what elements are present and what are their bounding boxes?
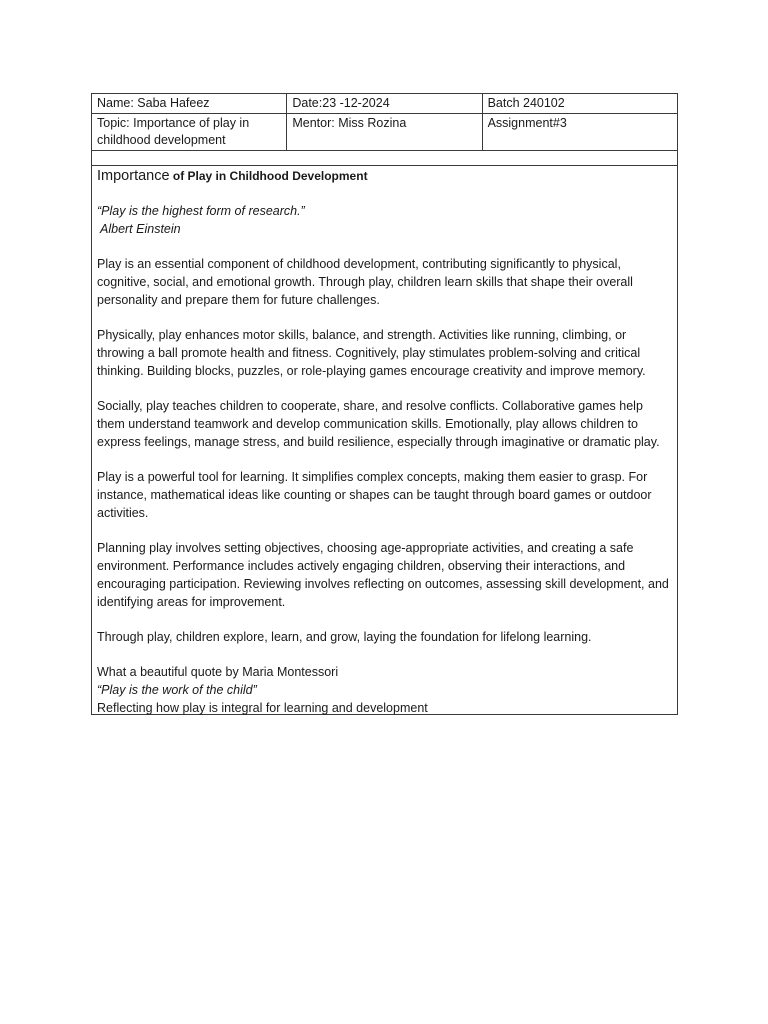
essay-body <box>91 164 678 715</box>
paragraph-learning-tool: Play is a powerful tool for learning. It simplifies complex concepts, making them easier to grasp. For instance, mathematical ideas like counting or shapes can be taught through board games or outdoor activities. <box>97 470 652 520</box>
closing-intro: What a beautiful quote by Maria Montessori <box>97 665 339 679</box>
header-table <box>91 93 678 166</box>
assignment-cell: Assignment#3 <box>482 114 677 151</box>
paragraph-conclusion: Through play, children explore, learn, and grow, laying the foundation for lifelong learning. <box>97 630 592 644</box>
topic-cell: Topic: Importance of play in childhood development <box>92 114 287 151</box>
paragraph-intro: Play is an essential component of childhood development, contributing significantly to physical, cognitive, social, and emotional growth. Through play, children learn skills that shape their overall personality and prepare them for future challenges. <box>97 257 633 307</box>
header-row-1 <box>92 94 678 114</box>
montessori-quote: “Play is the work of the child” <box>97 683 257 697</box>
einstein-quote: “Play is the highest form of research.” <box>97 204 305 218</box>
paragraph-planning: Planning play involves setting objectives, choosing age-appropriate activities, and creating a safe environment. Performance includes actively engaging children, observing their interactions, and encouraging participation. Reviewing involves reflecting on outcomes, assessing skill development, and identifying areas for improvement. <box>97 541 669 609</box>
paragraph-physical-cognitive: Physically, play enhances motor skills, balance, and strength. Activities like running, climbing, or throwing a ball promote health and fitness. Cognitively, play stimulates problem-solving and critical thinking. Building blocks, puzzles, or role-playing games encourage creativity and improve memory. <box>97 328 646 378</box>
essay-title <box>97 166 672 186</box>
essay-title-rest: of Play in Childhood Development <box>169 169 368 183</box>
paragraph-social-emotional: Socially, play teaches children to cooperate, share, and resolve conflicts. Collaborative games help them understand teamwork and develop communication skills. Emotionally, play allows children to express feelings, manage stress, and build resilience, especially through imaginative or dramatic play. <box>97 399 660 449</box>
date-cell: Date:23 -12-2024 <box>287 94 482 114</box>
name-cell: Name: Saba Hafeez <box>92 94 287 114</box>
header-row-2 <box>92 114 678 151</box>
mentor-cell: Mentor: Miss Rozina <box>287 114 482 151</box>
essay-title-first: Importance <box>97 168 170 184</box>
batch-cell: Batch 240102 <box>482 94 677 114</box>
closing-note: Reflecting how play is integral for learning and development <box>97 701 428 715</box>
quote-author: Albert Einstein <box>100 222 181 236</box>
